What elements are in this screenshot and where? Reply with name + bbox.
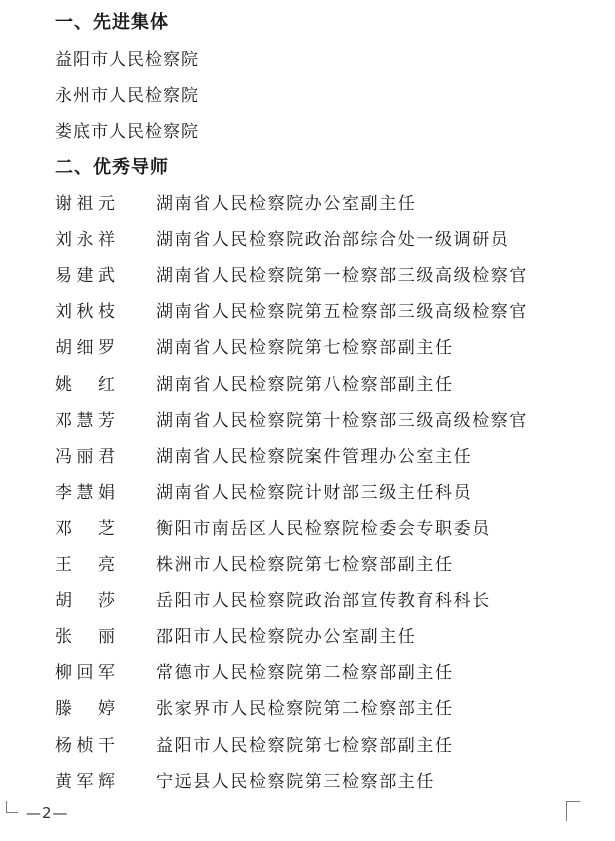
tutor-row [0,731,615,759]
tutor-name [55,731,125,756]
tutor-title: 湖南省人民检察院第七检察部副主任 [156,338,454,359]
collective-item: 永州市人民检察院 [55,86,199,106]
tutor-title: 常德市人民检察院第二检察部副主任 [156,663,454,684]
tutor-row [0,297,615,325]
tutor-row [0,767,615,795]
tutor-name-text: 邓 慧 芳 [55,410,115,431]
tutor-name-text: 胡 莎 [55,591,115,612]
tutor-title: 湖南省人民检察院第八检察部副主任 [156,374,454,395]
tutor-name [55,478,125,503]
tutor-row [0,406,615,434]
page-number: —2— [26,804,69,822]
tutor-name-text: 胡 细 罗 [55,338,115,359]
tutor-name-text: 黄 军 辉 [55,771,115,792]
tutor-title: 湖南省人民检察院第十检察部三级高级检察官 [156,410,528,431]
tutor-name-text: 易 建 武 [55,266,115,287]
tutor-title: 湖南省人民检察院计财部三级主任科员 [156,482,473,503]
page-corner-mark-right [566,801,580,821]
tutor-name [55,622,125,647]
tutor-row [0,694,615,722]
tutor-name-text: 杨 桢 干 [55,735,115,756]
tutor-row [0,514,615,542]
tutor-row [0,550,615,578]
tutor-name [55,514,125,539]
tutor-title: 益阳市人民检察院第七检察部副主任 [156,735,454,756]
collective-item: 娄底市人民检察院 [55,122,199,142]
tutor-row [0,225,615,253]
tutor-name-text: 冯 丽 君 [55,446,115,467]
tutor-title: 株洲市人民检察院第七检察部副主任 [156,555,454,575]
tutor-name [55,225,125,250]
tutor-title: 宁远县人民检察院第三检察部主任 [156,771,435,792]
tutor-title: 湖南省人民检察院第一检察部三级高级检察官 [156,266,528,287]
tutor-name-text: 滕 婷 [55,699,115,720]
tutor-name-text: 邓 芝 [55,518,115,539]
tutor-row [0,442,615,470]
tutor-row [0,622,615,650]
tutor-row [0,658,615,686]
tutor-name [55,442,125,467]
tutor-row [0,370,615,398]
tutor-row [0,586,615,614]
tutor-name-text: 姚 红 [55,374,115,395]
tutor-name-text: 李 慧 娟 [55,482,115,503]
tutor-title: 张家界市人民检察院第二检察部主任 [156,699,454,720]
section-heading-collectives: 一、先进集体 [55,12,169,33]
tutor-title: 湖南省人民检察院案件管理办公室主任 [156,446,473,467]
tutor-name-text: 刘 秋 枝 [55,302,115,323]
page-corner-mark-left [6,801,18,813]
tutor-name-text: 张 丽 [55,627,115,648]
tutor-name [55,586,125,611]
tutor-name [55,333,125,358]
tutor-name [55,370,125,395]
tutor-name [55,189,125,214]
tutor-name-text: 刘 永 祥 [55,230,115,251]
tutor-title: 湖南省人民检察院第五检察部三级高级检察官 [156,302,528,323]
tutor-title: 衡阳市南岳区人民检察院检委会专职委员 [156,518,491,539]
tutor-name [55,658,125,683]
section-heading-tutors: 二、优秀导师 [55,157,169,178]
tutor-title: 岳阳市人民检察院政治部宣传教育科科长 [156,591,491,612]
tutor-row [0,189,615,217]
tutor-name [55,406,125,431]
tutor-row [0,333,615,361]
tutor-row [0,261,615,289]
tutor-name [55,694,125,719]
tutor-title: 邵阳市人民检察院办公室副主任 [156,627,417,648]
tutor-name [55,767,125,792]
tutor-title: 湖南省人民检察院办公室副主任 [156,194,417,214]
tutor-row [0,478,615,506]
collective-item: 益阳市人民检察院 [55,50,199,70]
tutor-name [55,550,125,575]
tutor-name [55,297,125,322]
tutor-title: 湖南省人民检察院政治部综合处一级调研员 [156,230,510,251]
tutor-name-text: 王 亮 [55,555,115,575]
tutor-name-text: 柳 回 军 [55,663,115,684]
tutor-name [55,261,125,286]
tutor-name-text: 谢 祖 元 [55,194,115,214]
